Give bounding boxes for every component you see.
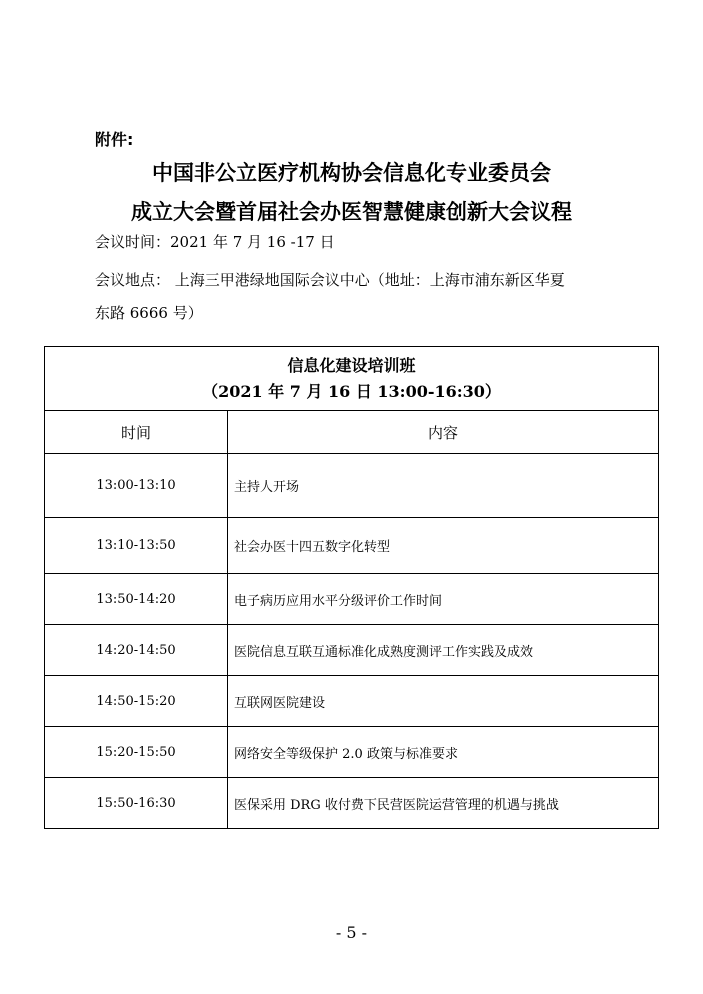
agenda-table [44, 346, 659, 829]
attachment-label: 附件: [95, 130, 134, 149]
row-content: 主持人开场 [228, 454, 659, 518]
row-content: 网络安全等级保护 2.0 政策与标准要求 [228, 727, 659, 778]
row-content: 医院信息互联互通标准化成熟度测评工作实践及成效 [228, 625, 659, 676]
table-heading-cell [45, 347, 659, 411]
row-time: 13:10-13:50 [45, 518, 228, 574]
table-subheading: （2021 年 7 月 16 日 13:00-16:30） [202, 381, 501, 401]
column-header-content: 内容 [228, 411, 659, 454]
row-time: 15:50-16:30 [45, 778, 228, 829]
row-content: 电子病历应用水平分级评价工作时间 [228, 574, 659, 625]
row-time: 14:20-14:50 [45, 625, 228, 676]
row-content: 医保采用 DRG 收付费下民营医院运营管理的机遇与挑战 [228, 778, 659, 829]
table-row [45, 574, 659, 625]
table-row [45, 518, 659, 574]
meeting-place-line-2: 东路 6666 号） [95, 304, 203, 322]
table-heading: 信息化建设培训班 [287, 355, 416, 375]
row-content: 互联网医院建设 [228, 676, 659, 727]
row-time: 14:50-15:20 [45, 676, 228, 727]
meeting-place-line-1: 会议地点： 上海三甲港绿地国际会议中心（地址：上海市浦东新区华夏 [95, 271, 565, 289]
row-time: 13:00-13:10 [45, 454, 228, 518]
table-row [45, 727, 659, 778]
table-row [45, 454, 659, 518]
table-row [45, 676, 659, 727]
table-row [45, 778, 659, 829]
meeting-time: 会议时间：2021 年 7 月 16 -17 日 [95, 233, 335, 251]
table-row [45, 625, 659, 676]
title-line-1: 中国非公立医疗机构协会信息化专业委员会 [152, 161, 551, 185]
row-time: 15:20-15:50 [45, 727, 228, 778]
column-header-time: 时间 [45, 411, 228, 454]
row-content: 社会办医十四五数字化转型 [228, 518, 659, 574]
page-number: - 5 - [335, 923, 368, 942]
title-line-2: 成立大会暨首届社会办医智慧健康创新大会议程 [131, 200, 572, 224]
row-time: 13:50-14:20 [45, 574, 228, 625]
